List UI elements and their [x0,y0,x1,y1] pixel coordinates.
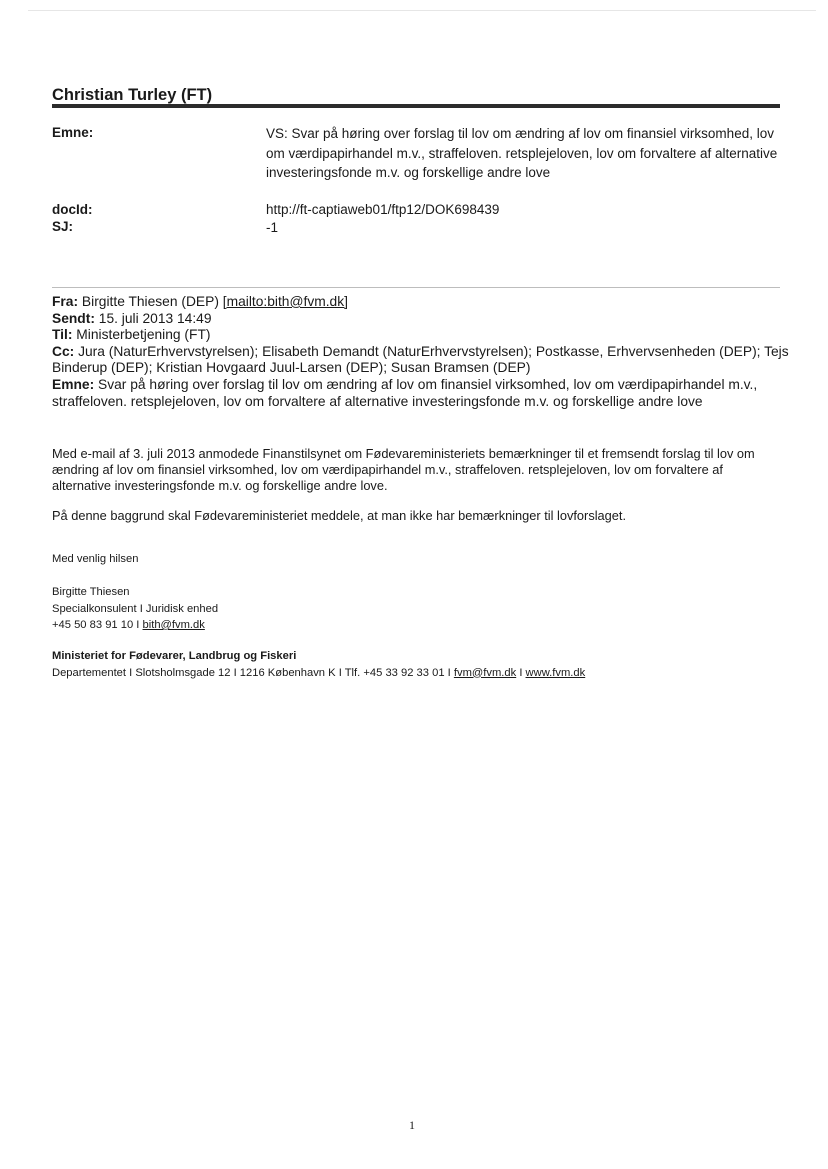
emne-label: Emne: [52,125,94,140]
til-line [52,327,792,344]
signature-title: Specialkonsulent I Juridisk enhed [52,602,219,615]
fra-mailto-link[interactable]: [mailto:bith@fvm.dk] [222,294,348,309]
header-rule [52,104,780,108]
sender-name: Christian Turley (FT) [52,86,213,104]
forward-emne-line [52,377,792,410]
signature-phone: +45 50 83 91 10 I [52,619,140,631]
forward-header [52,294,792,410]
til-label: Til: [52,327,73,343]
cc-line [52,344,792,377]
docid-value[interactable]: http://ft-captiaweb01/ftp12/DOK698439 [266,202,500,217]
til-value: Ministerbetjening (FT) [76,327,211,343]
sendt-value: 15. juli 2013 14:49 [98,310,212,326]
signature-name: Birgitte Thiesen [52,586,130,598]
sj-label: SJ: [52,219,74,234]
organization-address-line [52,665,585,682]
organization-block [52,648,585,681]
address-separator: I [519,666,523,679]
top-divider [28,10,816,11]
signature-greeting: Med venlig hilsen [52,553,139,565]
sj-value: -1 [266,220,279,235]
organization-website-link[interactable]: www.fvm.dk [525,666,586,679]
fra-value: Birgitte Thiesen (DEP) [81,294,219,309]
forward-emne-value: Svar på høring over forslag til lov om ændring af lov om finansiel virksomhed, lov om værdipapirhandel m.v., straffeloven. retsplejeloven, lov om forvaltere af alternative investeringsfonde m.v. og forskellige andre love [52,376,758,409]
forward-emne-label: Emne: [52,376,95,392]
fra-line [52,294,792,311]
body-paragraph-1: Med e-mail af 3. juli 2013 anmodede Finanstilsynet om Fødevareministeriets bemærkninger til et fremsendt forslag til lov om ændring af lov om finansiel virksomhed, lov om værdipapirhandel m.v., straffeloven. retsplejeloven, lov om forvaltere af alternative investeringsfonde m.v. og forskellige andre love. [52,446,755,493]
body-paragraph-2: På denne baggrund skal Fødevareministeriet meddele, at man ikke har bemærkninger til lovforslaget. [52,508,627,523]
signature-block [52,584,218,634]
forward-separator [52,287,780,288]
fra-label: Fra: [52,294,79,309]
organization-address: Departementet I Slotsholmsgade 12 I 1216 København K I Tlf. +45 33 92 33 01 I [52,666,451,679]
cc-value: Jura (NaturErhvervstyrelsen); Elisabeth Demandt (NaturErhvervstyrelsen); Postkasse, Erhvervsenheden (DEP); Tejs Binderup (DEP); Kristian Hovgaard Juul-Larsen (DEP); Susan Bramsen (DEP) [52,343,789,376]
sendt-label: Sendt: [52,310,95,326]
signature-email-link[interactable]: bith@fvm.dk [142,619,205,631]
sendt-line [52,311,792,328]
docid-label: docId: [52,202,93,217]
organization-email-link[interactable]: fvm@fvm.dk [453,666,517,679]
cc-label: Cc: [52,343,75,359]
organization-name: Ministeriet for Fødevarer, Landbrug og Fiskeri [52,650,297,662]
page-number: 1 [409,1118,415,1132]
emne-value: VS: Svar på høring over forslag til lov om ændring af lov om finansiel virksomhed, lov om værdipapirhandel m.v., straffeloven. retsplejeloven, lov om forvaltere af alternative investeringsfonde m.v. og forskellige andre love [266,126,778,180]
signature-contact [52,617,218,634]
